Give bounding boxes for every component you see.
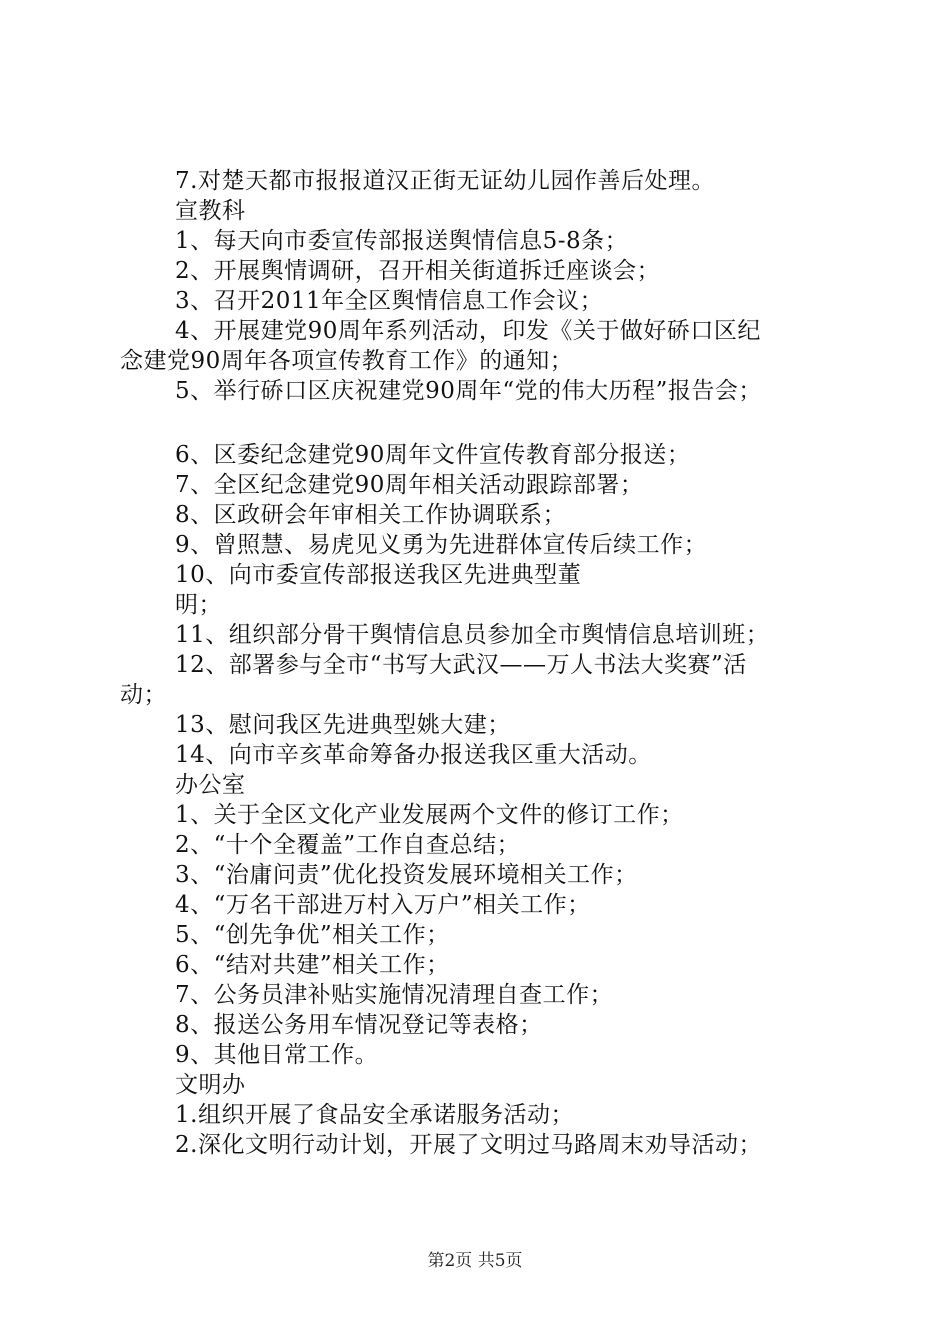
text-line: 6、“结对共建”相关工作； — [175, 952, 450, 978]
text-line: 10、向市委宣传部报送我区先进典型董 — [175, 562, 582, 588]
text-line: 7、公务员津补贴实施情况清理自查工作； — [175, 982, 614, 1008]
section-heading-bangongshi: 办公室 — [175, 772, 246, 798]
text-line: 13、慰问我区先进典型姚大建； — [175, 712, 511, 738]
text-line: 7、全区纪念建党90周年相关活动跟踪部署； — [175, 472, 644, 498]
text-line: 5、举行硚口区庆祝建党90周年“党的伟大历程”报告会； — [175, 378, 762, 404]
text-line: 3、召开2011年全区舆情信息工作会议； — [175, 288, 604, 314]
text-line: 9、曾照慧、易虎见义勇为先进群体宣传后续工作； — [175, 532, 708, 558]
page-number-footer: 第2页 共5页 — [427, 1251, 523, 1271]
text-line: 8、区政研会年审相关工作协调联系； — [175, 502, 567, 528]
text-line: 明； — [175, 592, 222, 618]
text-line: 2.深化文明行动计划，开展了文明过马路周末劝导活动； — [175, 1132, 762, 1158]
text-line: 2、“十个全覆盖”工作自查总结； — [175, 832, 521, 858]
text-line: 2、开展舆情调研，召开相关街道拆迁座谈会； — [175, 258, 661, 284]
text-line: 3、“治庸问责”优化投资发展环境相关工作； — [175, 862, 638, 888]
text-line: 1、每天向市委宣传部报送舆情信息5-8条； — [175, 228, 629, 254]
text-line: 动； — [120, 682, 167, 708]
section-heading-xuanjiao: 宣教科 — [175, 198, 246, 224]
text-line: 11、组织部分骨干舆情信息员参加全市舆情信息培训班； — [175, 622, 770, 648]
text-line: 1.组织开展了食品安全承诺服务活动； — [175, 1102, 574, 1128]
section-heading-wenmingban: 文明办 — [175, 1072, 246, 1098]
text-line: 7.对楚天都市报报道汉正街无证幼儿园作善后处理。 — [175, 168, 715, 194]
text-line: 5、“创先争优”相关工作； — [175, 922, 450, 948]
text-line: 14、向市辛亥革命筹备办报送我区重大活动。 — [175, 742, 652, 768]
text-line: 8、报送公务用车情况登记等表格； — [175, 1012, 543, 1038]
text-line: 1、关于全区文化产业发展两个文件的修订工作； — [175, 802, 684, 828]
blank-line — [120, 406, 840, 440]
text-line: 念建党90周年各项宣传教育工作》的通知； — [120, 348, 574, 374]
document-body — [120, 166, 840, 1160]
text-line: 12、部署参与全市“书写大武汉——万人书法大奖赛”活 — [175, 652, 747, 678]
text-line: 4、开展建党90周年系列活动，印发《关于做好硚口区纪 — [175, 318, 761, 344]
text-line: 9、其他日常工作。 — [175, 1042, 379, 1068]
text-line: 6、区委纪念建党90周年文件宣传教育部分报送； — [175, 442, 691, 468]
text-line: 4、“万名干部进万村入万户”相关工作； — [175, 892, 591, 918]
